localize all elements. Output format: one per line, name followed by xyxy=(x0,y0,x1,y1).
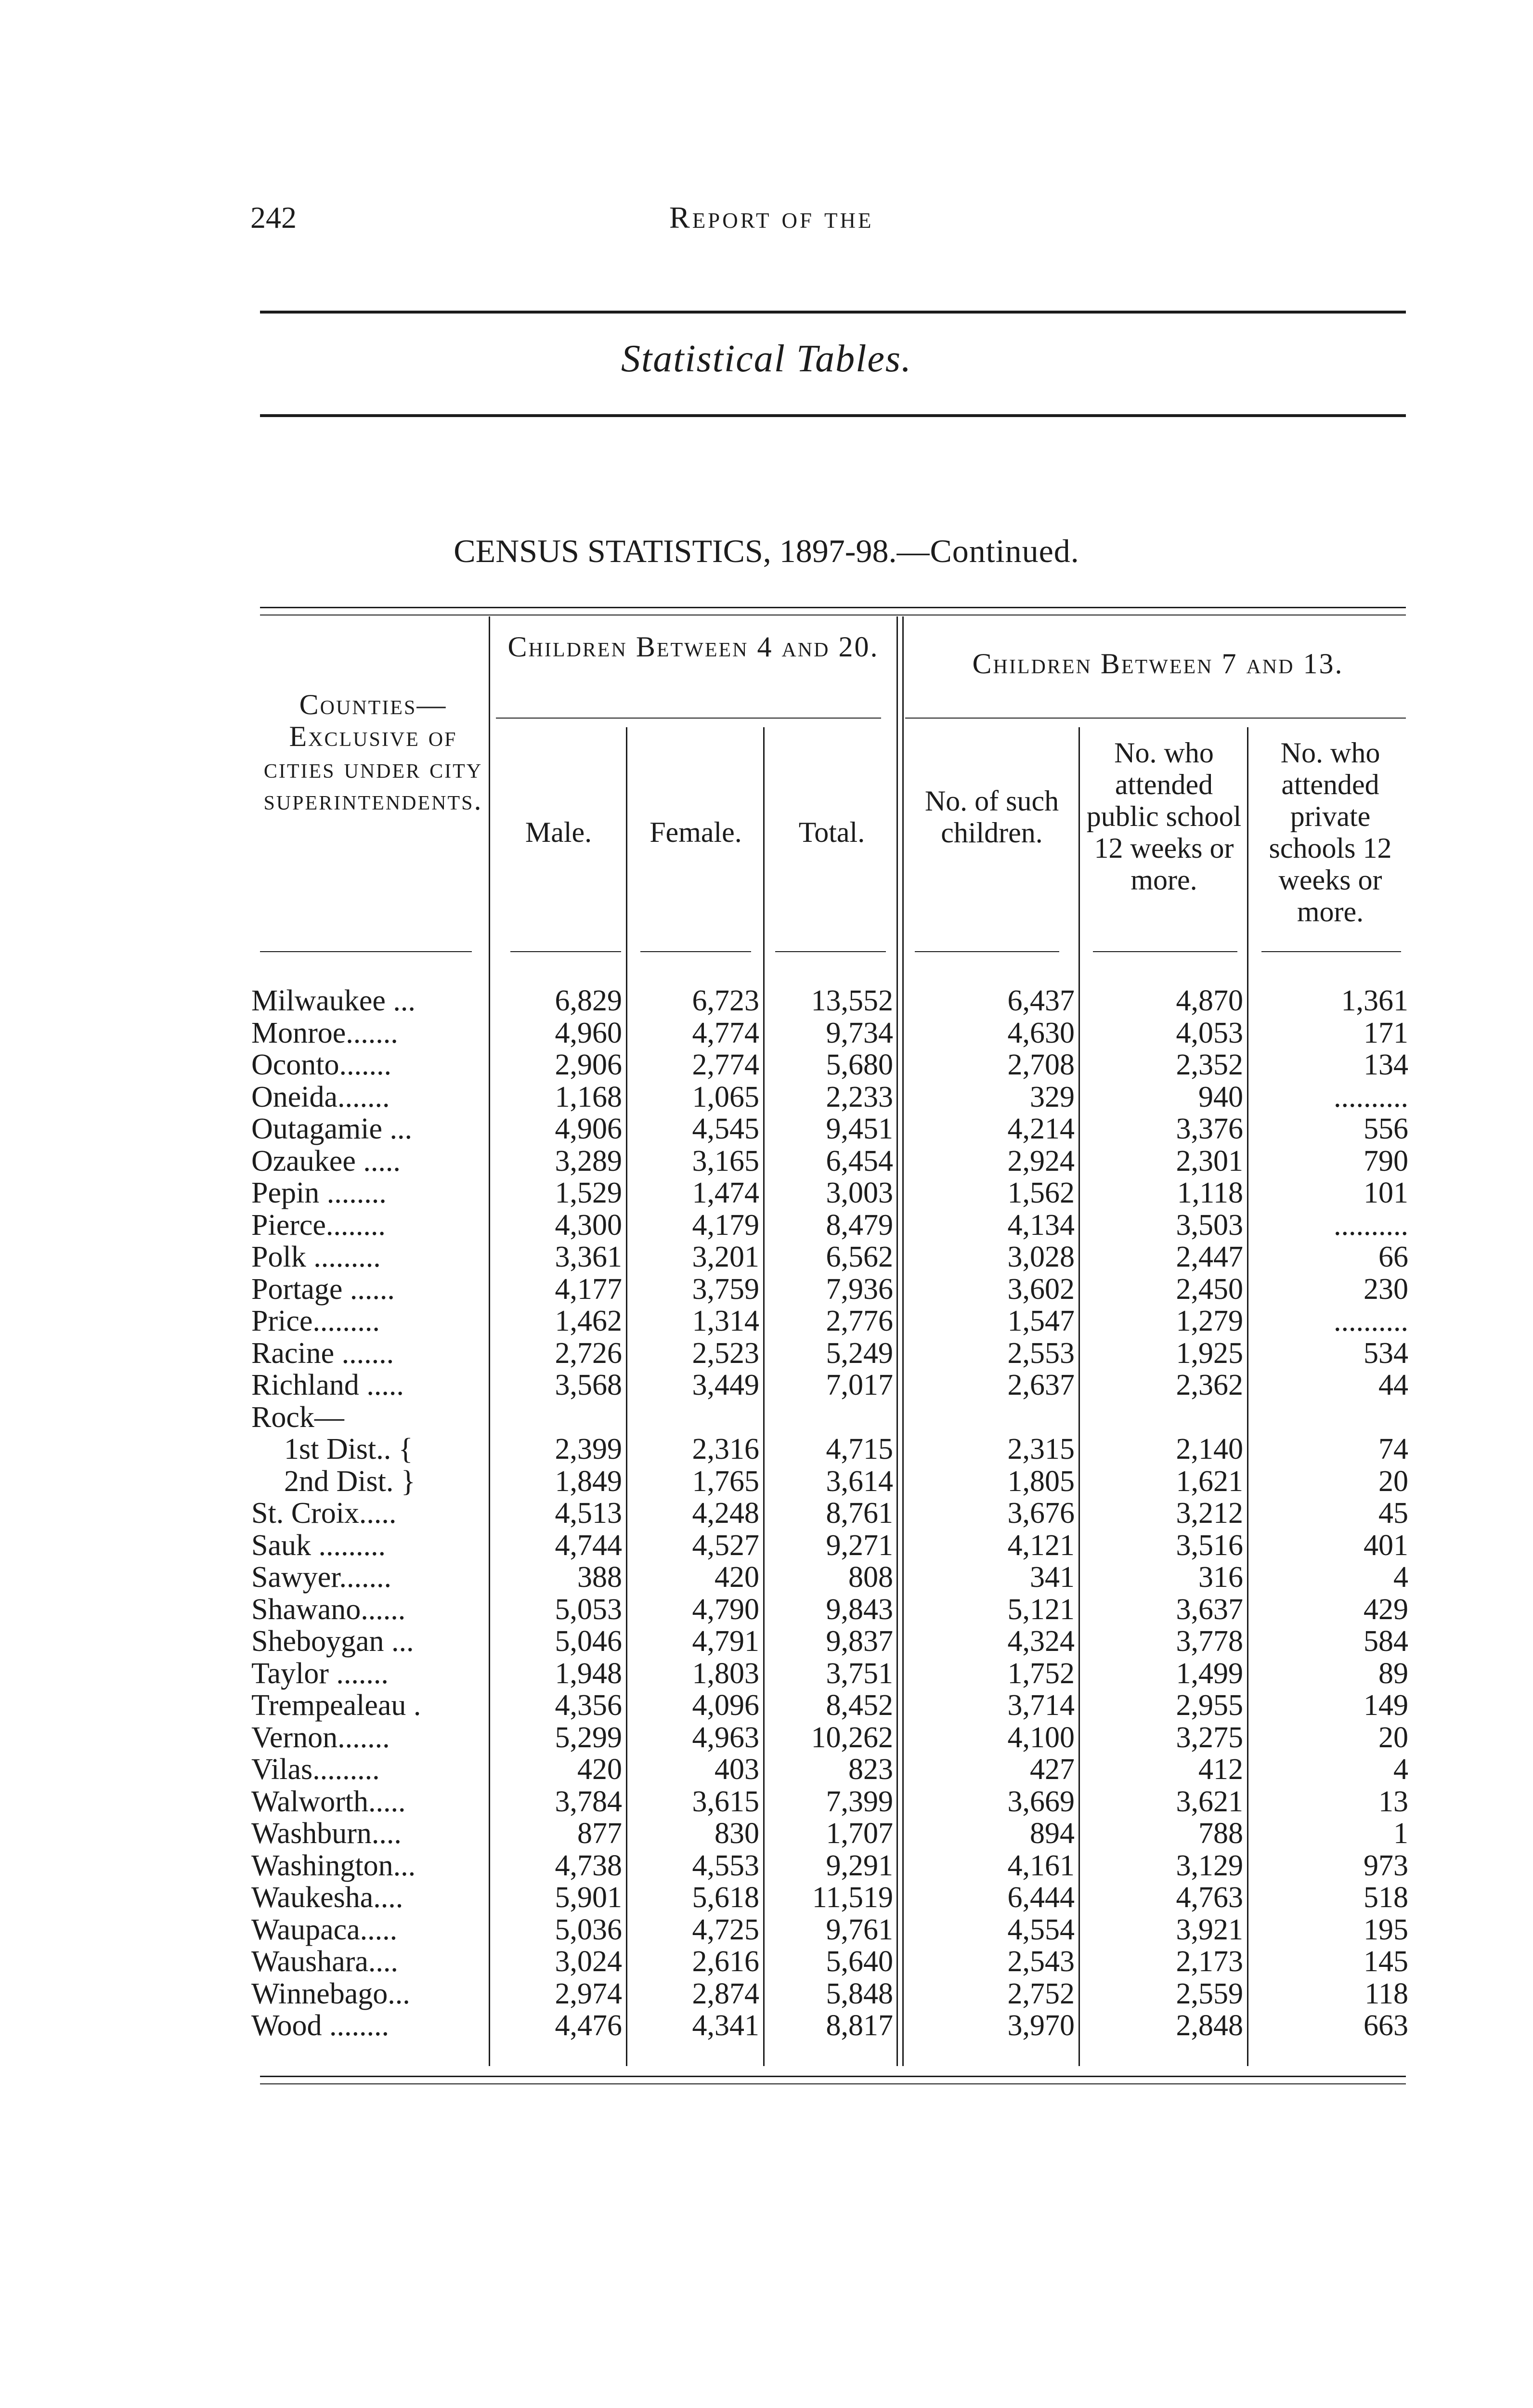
cell-total: 7,399 xyxy=(826,1785,893,1818)
cell-female: 3,201 xyxy=(692,1241,759,1273)
cell-total: 9,843 xyxy=(826,1593,893,1626)
cell-female: 2,523 xyxy=(692,1336,759,1370)
table-row xyxy=(0,1145,1533,1177)
cell-such: 3,970 xyxy=(1007,2009,1075,2042)
cell-total: 5,848 xyxy=(826,1977,893,2010)
cell-such: 4,630 xyxy=(1007,1016,1075,1049)
cell-such: 4,134 xyxy=(1007,1208,1075,1242)
county-name: Trempealeau . xyxy=(251,1689,421,1722)
table-row xyxy=(0,1978,1533,2010)
header-underline-such xyxy=(915,951,1059,952)
cell-public: 3,516 xyxy=(1176,1529,1243,1562)
header-underline-counties xyxy=(260,951,472,952)
cell-male: 4,177 xyxy=(555,1272,622,1306)
cell-female: 2,316 xyxy=(692,1433,759,1466)
cell-public: 412 xyxy=(1198,1753,1243,1786)
cell-female: 3,165 xyxy=(692,1144,759,1178)
group-4-20-underline xyxy=(496,718,881,719)
header-male: Male. xyxy=(525,816,592,848)
cell-male: 1,529 xyxy=(555,1177,622,1209)
cell-male: 1,849 xyxy=(555,1465,622,1498)
county-name: 1st Dist.. { xyxy=(284,1433,413,1466)
cell-female: 3,615 xyxy=(692,1785,759,1818)
table-row xyxy=(0,1177,1533,1209)
cell-private: 4 xyxy=(1393,1561,1408,1594)
cell-female: 4,096 xyxy=(692,1689,759,1722)
cell-total: 8,761 xyxy=(826,1497,893,1530)
header-underline-public xyxy=(1093,951,1237,952)
cell-such: 4,161 xyxy=(1007,1849,1075,1882)
cell-private: 230 xyxy=(1364,1272,1408,1306)
header-total: Total. xyxy=(798,816,865,848)
cell-female: 3,449 xyxy=(692,1369,759,1401)
cell-male: 4,906 xyxy=(555,1112,622,1145)
county-name: Outagamie ... xyxy=(251,1112,413,1145)
cell-female: 4,545 xyxy=(692,1112,759,1145)
header-underline-total xyxy=(775,951,886,952)
table-row xyxy=(0,1882,1533,1913)
table-row xyxy=(0,1594,1533,1625)
cell-total: 8,817 xyxy=(826,2009,893,2042)
cell-private: 171 xyxy=(1364,1016,1408,1049)
cell-female: 6,723 xyxy=(692,984,759,1017)
header-female: Female. xyxy=(650,816,742,848)
cell-female: 4,527 xyxy=(692,1529,759,1562)
cell-public: 1,925 xyxy=(1176,1336,1243,1370)
cell-public: 788 xyxy=(1198,1817,1243,1850)
cell-total: 6,454 xyxy=(826,1144,893,1178)
cell-private: 13 xyxy=(1378,1785,1408,1818)
cell-male: 2,399 xyxy=(555,1433,622,1466)
cell-such: 2,637 xyxy=(1007,1369,1075,1401)
county-name: Monroe....... xyxy=(251,1016,398,1049)
cell-private: .......... xyxy=(1334,1080,1408,1113)
cell-male: 3,784 xyxy=(555,1785,622,1818)
cell-total: 2,233 xyxy=(826,1080,893,1113)
table-row xyxy=(0,1049,1533,1081)
cell-public: 1,118 xyxy=(1177,1177,1243,1209)
table-row xyxy=(0,1561,1533,1593)
county-name: Oneida....... xyxy=(251,1080,390,1113)
county-name: Wood ........ xyxy=(251,2009,390,2042)
table-row xyxy=(0,1530,1533,1561)
header-counties xyxy=(262,689,484,816)
cell-male: 2,726 xyxy=(555,1336,622,1370)
cell-total: 10,262 xyxy=(811,1721,893,1754)
county-name: Milwaukee ... xyxy=(251,984,416,1017)
cell-public: 4,763 xyxy=(1176,1881,1243,1914)
running-head: Report of the xyxy=(669,200,874,235)
cell-public: 3,376 xyxy=(1176,1112,1243,1145)
cell-female: 4,248 xyxy=(692,1497,759,1530)
county-name: 2nd Dist. } xyxy=(284,1465,416,1498)
table-row xyxy=(0,2010,1533,2042)
cell-public: 1,279 xyxy=(1176,1305,1243,1337)
table-row xyxy=(0,1241,1533,1273)
cell-such: 6,444 xyxy=(1007,1881,1075,1914)
table-top-rule xyxy=(260,607,1406,608)
cell-public: 2,450 xyxy=(1176,1272,1243,1306)
county-name: St. Croix..... xyxy=(251,1497,397,1530)
cell-male: 4,960 xyxy=(555,1016,622,1049)
table-row xyxy=(0,1337,1533,1369)
header-underline-male xyxy=(510,951,621,952)
cell-such: 329 xyxy=(1030,1080,1075,1113)
header-public: No. who attended public school 12 weeks or more. xyxy=(1086,737,1242,896)
cell-female: 1,803 xyxy=(692,1657,759,1690)
cell-total: 2,776 xyxy=(826,1305,893,1337)
cell-such: 1,562 xyxy=(1007,1177,1075,1209)
cell-public: 2,955 xyxy=(1176,1689,1243,1722)
county-name: Ozaukee ..... xyxy=(251,1144,401,1178)
page-number: 242 xyxy=(250,200,297,235)
cell-male: 2,906 xyxy=(555,1048,622,1081)
county-name: Washington... xyxy=(251,1849,416,1882)
cell-female: 420 xyxy=(715,1561,759,1594)
cell-public: 2,352 xyxy=(1176,1048,1243,1081)
table-row xyxy=(0,1497,1533,1529)
table-row xyxy=(0,985,1533,1017)
cell-such: 4,100 xyxy=(1007,1721,1075,1754)
top-rule xyxy=(260,311,1406,314)
cell-public: 2,362 xyxy=(1176,1369,1243,1401)
cell-public: 316 xyxy=(1198,1561,1243,1594)
group-7-13-underline xyxy=(905,718,1406,719)
cell-female: 5,618 xyxy=(692,1881,759,1914)
cell-such: 2,315 xyxy=(1007,1433,1075,1466)
cell-male: 6,829 xyxy=(555,984,622,1017)
county-name: Vilas......... xyxy=(251,1753,380,1786)
table-row xyxy=(0,1209,1533,1241)
cell-public: 1,621 xyxy=(1176,1465,1243,1498)
cell-private: .......... xyxy=(1334,1208,1408,1242)
cell-private: 663 xyxy=(1364,2009,1408,2042)
cell-such: 2,543 xyxy=(1007,1945,1075,1978)
header-private: No. who attended private schools 12 weeks or more. xyxy=(1269,737,1392,928)
cell-male: 4,513 xyxy=(555,1497,622,1530)
table-row xyxy=(0,1433,1533,1465)
cell-female: 1,474 xyxy=(692,1177,759,1209)
header-underline-female xyxy=(640,951,751,952)
county-name: Washburn.... xyxy=(251,1817,402,1850)
cell-private: 429 xyxy=(1364,1593,1408,1626)
cell-such: 2,553 xyxy=(1007,1336,1075,1370)
cell-female: 4,791 xyxy=(692,1625,759,1658)
cell-male: 2,974 xyxy=(555,1977,622,2010)
cell-private: 195 xyxy=(1364,1913,1408,1946)
cell-female: 2,616 xyxy=(692,1945,759,1978)
cell-female: 3,759 xyxy=(692,1272,759,1306)
cell-male: 5,901 xyxy=(555,1881,622,1914)
cell-total: 9,761 xyxy=(826,1913,893,1946)
cell-male: 4,738 xyxy=(555,1849,622,1882)
cell-private: 1,361 xyxy=(1341,984,1408,1017)
county-name: Price......... xyxy=(251,1305,380,1337)
cell-male: 4,300 xyxy=(555,1208,622,1242)
cell-such: 4,121 xyxy=(1007,1529,1075,1562)
cell-private: 45 xyxy=(1378,1497,1408,1530)
cell-public: 4,870 xyxy=(1176,984,1243,1017)
cell-male: 3,361 xyxy=(555,1241,622,1273)
county-name: Racine ....... xyxy=(251,1336,394,1370)
cell-such: 4,214 xyxy=(1007,1112,1075,1145)
cell-total: 808 xyxy=(848,1561,893,1594)
cell-private: 145 xyxy=(1364,1945,1408,1978)
cell-private: 4 xyxy=(1393,1753,1408,1786)
cell-such: 1,805 xyxy=(1007,1465,1075,1498)
cell-such: 4,554 xyxy=(1007,1913,1075,1946)
cell-public: 2,848 xyxy=(1176,2009,1243,2042)
cell-such: 341 xyxy=(1030,1561,1075,1594)
cell-private: 134 xyxy=(1364,1048,1408,1081)
cell-such: 2,752 xyxy=(1007,1977,1075,2010)
cell-public: 3,275 xyxy=(1176,1721,1243,1754)
header-counties-text: Counties—Exclusive of cities under city superintendents. xyxy=(263,689,483,816)
county-name: Waukesha.... xyxy=(251,1881,403,1914)
cell-private: 44 xyxy=(1378,1369,1408,1401)
cell-private: 1 xyxy=(1393,1817,1408,1850)
cell-total: 13,552 xyxy=(811,984,893,1017)
cell-female: 4,774 xyxy=(692,1016,759,1049)
cell-female: 2,774 xyxy=(692,1048,759,1081)
cell-public: 3,503 xyxy=(1176,1208,1243,1242)
county-name: Oconto....... xyxy=(251,1048,392,1081)
cell-male: 5,299 xyxy=(555,1721,622,1754)
cell-such: 427 xyxy=(1030,1753,1075,1786)
table-row xyxy=(0,1818,1533,1849)
cell-total: 823 xyxy=(848,1753,893,1786)
cell-private: 584 xyxy=(1364,1625,1408,1658)
cell-total: 11,519 xyxy=(812,1881,893,1914)
cell-female: 4,341 xyxy=(692,2009,759,2042)
cell-male: 5,046 xyxy=(555,1625,622,1658)
cell-public: 1,499 xyxy=(1176,1657,1243,1690)
header-group-4-20: Children Between 4 and 20. xyxy=(507,631,879,663)
table-title-main: CENSUS STATISTICS, 1897-98. xyxy=(454,533,897,569)
table-row xyxy=(0,1305,1533,1337)
cell-male: 877 xyxy=(577,1817,622,1850)
county-name: Waupaca..... xyxy=(251,1913,398,1946)
county-name: Pepin ........ xyxy=(251,1177,387,1209)
cell-female: 1,765 xyxy=(692,1465,759,1498)
header-group-7-13: Children Between 7 and 13. xyxy=(972,648,1344,680)
cell-private: 518 xyxy=(1364,1881,1408,1914)
cell-total: 9,734 xyxy=(826,1016,893,1049)
cell-female: 1,065 xyxy=(692,1080,759,1113)
cell-private: 790 xyxy=(1364,1144,1408,1178)
cell-total: 8,479 xyxy=(826,1208,893,1242)
cell-private: 20 xyxy=(1378,1465,1408,1498)
cell-private: 66 xyxy=(1378,1241,1408,1273)
cell-total: 8,452 xyxy=(826,1689,893,1722)
county-name: Rock— xyxy=(251,1400,344,1434)
cell-female: 4,790 xyxy=(692,1593,759,1626)
cell-total: 7,017 xyxy=(826,1369,893,1401)
cell-female: 830 xyxy=(715,1817,759,1850)
cell-public: 3,621 xyxy=(1176,1785,1243,1818)
table-row xyxy=(0,1017,1533,1049)
cell-private: 556 xyxy=(1364,1112,1408,1145)
cell-total: 5,680 xyxy=(826,1048,893,1081)
county-name: Shawano...... xyxy=(251,1593,406,1626)
cell-male: 3,568 xyxy=(555,1369,622,1401)
cell-private: 89 xyxy=(1378,1657,1408,1690)
cell-male: 5,036 xyxy=(555,1913,622,1946)
table-row xyxy=(0,1625,1533,1657)
cell-female: 403 xyxy=(715,1753,759,1786)
cell-such: 3,602 xyxy=(1007,1272,1075,1306)
cell-total: 4,715 xyxy=(826,1433,893,1466)
cell-public: 4,053 xyxy=(1176,1016,1243,1049)
table-row xyxy=(0,1273,1533,1305)
cell-such: 894 xyxy=(1030,1817,1075,1850)
table-row xyxy=(0,1850,1533,1882)
county-name: Portage ...... xyxy=(251,1272,395,1306)
cell-public: 2,301 xyxy=(1176,1144,1243,1178)
cell-female: 1,314 xyxy=(692,1305,759,1337)
cell-public: 3,778 xyxy=(1176,1625,1243,1658)
cell-public: 3,129 xyxy=(1176,1849,1243,1882)
cell-total: 6,562 xyxy=(826,1241,893,1273)
cell-female: 4,725 xyxy=(692,1913,759,1946)
cell-total: 9,271 xyxy=(826,1529,893,1562)
cell-male: 1,948 xyxy=(555,1657,622,1690)
cell-public: 2,559 xyxy=(1176,1977,1243,2010)
county-name: Sawyer....... xyxy=(251,1561,392,1594)
cell-public: 2,173 xyxy=(1176,1945,1243,1978)
cell-private: 101 xyxy=(1364,1177,1408,1209)
cell-public: 3,212 xyxy=(1176,1497,1243,1530)
cell-such: 1,752 xyxy=(1007,1657,1075,1690)
cell-such: 3,669 xyxy=(1007,1785,1075,1818)
cell-total: 9,451 xyxy=(826,1112,893,1145)
cell-such: 1,547 xyxy=(1007,1305,1075,1337)
section-rule xyxy=(260,414,1406,417)
cell-public: 3,637 xyxy=(1176,1593,1243,1626)
cell-male: 420 xyxy=(577,1753,622,1786)
county-name: Sheboygan ... xyxy=(251,1625,414,1658)
section-title: Statistical Tables. xyxy=(621,338,912,380)
cell-total: 3,751 xyxy=(826,1657,893,1690)
cell-total: 1,707 xyxy=(826,1817,893,1850)
table-row xyxy=(0,1658,1533,1689)
county-name: Sauk ......... xyxy=(251,1529,386,1562)
cell-female: 4,963 xyxy=(692,1721,759,1754)
cell-such: 6,437 xyxy=(1007,984,1075,1017)
cell-male: 3,289 xyxy=(555,1144,622,1178)
table-row xyxy=(0,1722,1533,1754)
cell-total: 3,003 xyxy=(826,1177,893,1209)
cell-private: 118 xyxy=(1364,1977,1408,2010)
cell-private: 20 xyxy=(1378,1721,1408,1754)
table-row xyxy=(0,1754,1533,1785)
table-row xyxy=(0,1081,1533,1113)
cell-female: 4,179 xyxy=(692,1208,759,1242)
cell-total: 9,837 xyxy=(826,1625,893,1658)
county-name: Taylor ....... xyxy=(251,1657,389,1690)
cell-private: 401 xyxy=(1364,1529,1408,1562)
header-such-children: No. of such children. xyxy=(924,785,1059,849)
cell-such: 2,708 xyxy=(1007,1048,1075,1081)
county-name: Winnebago... xyxy=(251,1977,410,2010)
cell-male: 3,024 xyxy=(555,1945,622,1978)
cell-total: 3,614 xyxy=(826,1465,893,1498)
county-name: Walworth..... xyxy=(251,1785,406,1818)
cell-public: 2,447 xyxy=(1176,1241,1243,1273)
cell-female: 2,874 xyxy=(692,1977,759,2010)
county-name: Pierce........ xyxy=(251,1208,386,1242)
cell-such: 3,028 xyxy=(1007,1241,1075,1273)
cell-private: 534 xyxy=(1364,1336,1408,1370)
cell-such: 3,676 xyxy=(1007,1497,1075,1530)
table-row xyxy=(0,1466,1533,1497)
cell-private: 973 xyxy=(1364,1849,1408,1882)
cell-male: 1,168 xyxy=(555,1080,622,1113)
cell-such: 4,324 xyxy=(1007,1625,1075,1658)
table-row xyxy=(0,1401,1533,1433)
cell-private: 149 xyxy=(1364,1689,1408,1722)
cell-total: 7,936 xyxy=(826,1272,893,1306)
cell-total: 9,291 xyxy=(826,1849,893,1882)
table-row xyxy=(0,1369,1533,1401)
cell-male: 388 xyxy=(577,1561,622,1594)
table-row xyxy=(0,1946,1533,1977)
cell-public: 940 xyxy=(1198,1080,1243,1113)
cell-male: 4,744 xyxy=(555,1529,622,1562)
cell-such: 5,121 xyxy=(1007,1593,1075,1626)
cell-public: 3,921 xyxy=(1176,1913,1243,1946)
table-row xyxy=(0,1914,1533,1946)
table-row xyxy=(0,1786,1533,1818)
cell-private: 74 xyxy=(1378,1433,1408,1466)
table-bottom-rule xyxy=(260,2076,1406,2077)
cell-female: 4,553 xyxy=(692,1849,759,1882)
county-name: Richland ..... xyxy=(251,1369,404,1401)
cell-male: 4,356 xyxy=(555,1689,622,1722)
table-bottom-rule-2 xyxy=(260,2083,1406,2084)
county-name: Vernon....... xyxy=(251,1721,390,1754)
cell-such: 2,924 xyxy=(1007,1144,1075,1178)
cell-total: 5,249 xyxy=(826,1336,893,1370)
table-row xyxy=(0,1113,1533,1145)
cell-male: 5,053 xyxy=(555,1593,622,1626)
table-title xyxy=(0,532,1533,570)
header-underline-private xyxy=(1261,951,1401,952)
cell-total: 5,640 xyxy=(826,1945,893,1978)
cell-male: 1,462 xyxy=(555,1305,622,1337)
county-name: Waushara.... xyxy=(251,1945,398,1978)
table-title-continued: —Continued. xyxy=(896,533,1079,569)
cell-private: .......... xyxy=(1334,1305,1408,1337)
cell-male: 4,476 xyxy=(555,2009,622,2042)
table-row xyxy=(0,1689,1533,1721)
county-name: Polk ......... xyxy=(251,1241,381,1273)
cell-such: 3,714 xyxy=(1007,1689,1075,1722)
cell-public: 2,140 xyxy=(1176,1433,1243,1466)
